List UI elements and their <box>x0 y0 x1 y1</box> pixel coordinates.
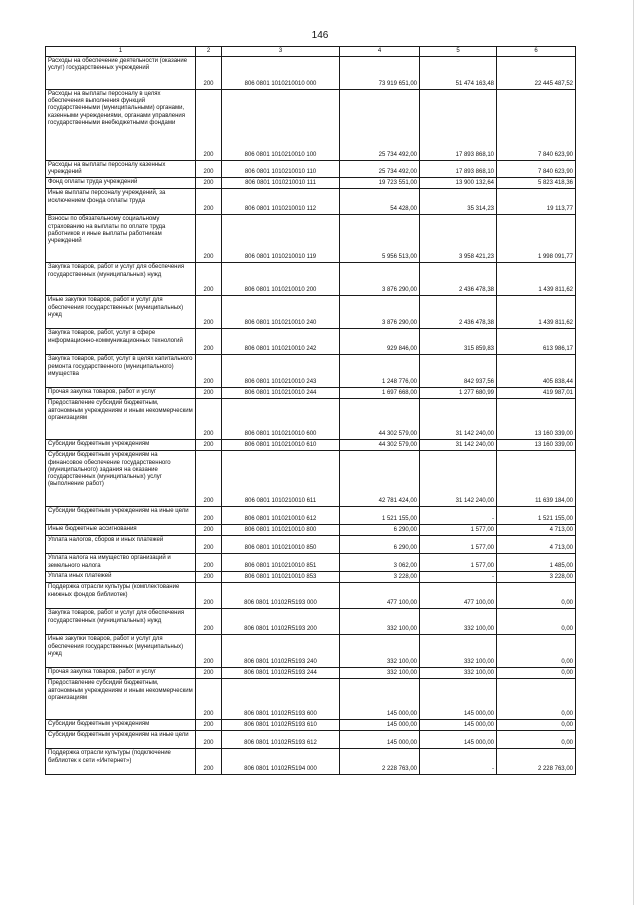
page-number: 146 <box>311 30 329 41</box>
row-label: Поддержка отрасли культуры (комплектование книжных фондов библиотек) <box>46 583 196 609</box>
row-label: Субсидии бюджетным учреждениям <box>46 720 196 731</box>
value-col4: 3 876 290,00 <box>340 263 420 296</box>
table-row <box>46 57 576 90</box>
budget-code: 806 0801 10102R5193 000 <box>222 583 340 609</box>
table-row <box>46 388 576 399</box>
value-col4: 25 734 492,00 <box>340 90 420 161</box>
budget-code: 806 0801 1010210010 110 <box>222 161 340 178</box>
table-row <box>46 731 576 749</box>
value-col6: 419 987,01 <box>497 388 576 399</box>
row-label: Закупка товаров, работ, услуг в целях капитального ремонта государственного (муниципального) имущества <box>46 355 196 388</box>
table-row <box>46 263 576 296</box>
column-header: 4 <box>340 47 420 57</box>
value-col5: 2 436 478,38 <box>420 263 497 296</box>
cell-col2: 200 <box>196 399 222 440</box>
table-row <box>46 161 576 178</box>
value-col6: 4 713,00 <box>497 525 576 536</box>
value-col4: 2 228 763,00 <box>340 749 420 775</box>
cell-col2: 200 <box>196 189 222 215</box>
row-label: Иные выплаты персоналу учреждений, за исключением фонда оплаты труда <box>46 189 196 215</box>
value-col4: 1 521 155,00 <box>340 507 420 525</box>
value-col5: 31 142 240,00 <box>420 399 497 440</box>
value-col5: 145 000,00 <box>420 731 497 749</box>
cell-col2: 200 <box>196 572 222 583</box>
budget-code: 806 0801 1010210010 119 <box>222 215 340 263</box>
row-label: Иные закупки товаров, работ и услуг для обеспечения государственных (муниципальных) нужд <box>46 635 196 668</box>
budget-code: 806 0801 10102R5193 200 <box>222 609 340 635</box>
row-label: Субсидии бюджетным учреждениям на иные цели <box>46 731 196 749</box>
table-row <box>46 189 576 215</box>
value-col5: 1 577,00 <box>420 554 497 572</box>
value-col6: 1 439 811,62 <box>497 263 576 296</box>
value-col4: 42 781 424,00 <box>340 451 420 507</box>
row-label: Субсидии бюджетным учреждениям на финансовое обеспечение государственного (муниципального) задания на оказание государственных (муниципальных) услуг (выполнение работ) <box>46 451 196 507</box>
column-header: 5 <box>420 47 497 57</box>
table-row <box>46 296 576 329</box>
cell-col2: 200 <box>196 263 222 296</box>
scan-edge-line <box>633 0 634 905</box>
value-col5: 1 577,00 <box>420 525 497 536</box>
cell-col2: 200 <box>196 161 222 178</box>
value-col5: 31 142 240,00 <box>420 440 497 451</box>
cell-col2: 200 <box>196 329 222 355</box>
row-label: Прочая закупка товаров, работ и услуг <box>46 388 196 399</box>
cell-col2: 200 <box>196 388 222 399</box>
budget-code: 806 0801 1010210010 853 <box>222 572 340 583</box>
value-col6: 5 823 418,36 <box>497 178 576 189</box>
value-col6: 11 639 184,00 <box>497 451 576 507</box>
value-col6: 0,00 <box>497 668 576 679</box>
cell-col2: 200 <box>196 536 222 554</box>
budget-code: 806 0801 1010210010 200 <box>222 263 340 296</box>
row-label: Взносы по обязательному социальному страхованию на выплаты по оплате труда работников и иные выплаты работникам учреждений <box>46 215 196 263</box>
cell-col2: 200 <box>196 296 222 329</box>
cell-col2: 200 <box>196 583 222 609</box>
value-col4: 44 302 579,00 <box>340 440 420 451</box>
value-col4: 332 100,00 <box>340 609 420 635</box>
row-label: Уплата иных платежей <box>46 572 196 583</box>
row-label: Расходы на обеспечение деятельности (оказание услуг) государственных учреждений <box>46 57 196 90</box>
value-col5: 17 893 868,10 <box>420 90 497 161</box>
budget-code: 806 0801 1010210010 610 <box>222 440 340 451</box>
value-col6: 7 840 623,90 <box>497 90 576 161</box>
value-col4: 6 290,00 <box>340 525 420 536</box>
cell-col2: 200 <box>196 749 222 775</box>
cell-col2: 200 <box>196 525 222 536</box>
table-row <box>46 525 576 536</box>
row-label: Иные бюджетные ассигнования <box>46 525 196 536</box>
value-col4: 1 248 776,00 <box>340 355 420 388</box>
value-col5: 332 100,00 <box>420 609 497 635</box>
value-col6: 1 521 155,00 <box>497 507 576 525</box>
table-row <box>46 668 576 679</box>
value-col4: 3 876 290,00 <box>340 296 420 329</box>
cell-col2: 200 <box>196 668 222 679</box>
value-col4: 145 000,00 <box>340 720 420 731</box>
table-row <box>46 583 576 609</box>
value-col5: - <box>420 749 497 775</box>
row-label: Прочая закупка товаров, работ и услуг <box>46 668 196 679</box>
budget-code: 806 0801 1010210010 800 <box>222 525 340 536</box>
value-col6: 0,00 <box>497 679 576 720</box>
table-row <box>46 440 576 451</box>
budget-code: 806 0801 1010210010 240 <box>222 296 340 329</box>
value-col6: 7 840 623,90 <box>497 161 576 178</box>
table-row <box>46 90 576 161</box>
value-col6: 4 713,00 <box>497 536 576 554</box>
budget-code: 806 0801 1010210010 611 <box>222 451 340 507</box>
cell-col2: 200 <box>196 355 222 388</box>
table-row <box>46 399 576 440</box>
value-col4: 332 100,00 <box>340 668 420 679</box>
value-col5: 1 577,00 <box>420 536 497 554</box>
row-label: Предоставление субсидий бюджетным, автономным учреждениям и иным некоммерческим организациям <box>46 399 196 440</box>
value-col5: 13 900 132,64 <box>420 178 497 189</box>
value-col5: 3 958 421,23 <box>420 215 497 263</box>
value-col5: 332 100,00 <box>420 668 497 679</box>
value-col4: 1 697 668,00 <box>340 388 420 399</box>
table-row <box>46 554 576 572</box>
table-row <box>46 178 576 189</box>
value-col4: 6 290,00 <box>340 536 420 554</box>
cell-col2: 200 <box>196 554 222 572</box>
budget-code: 806 0801 1010210010 242 <box>222 329 340 355</box>
value-col6: 2 228 763,00 <box>497 749 576 775</box>
value-col6: 0,00 <box>497 635 576 668</box>
value-col5: 31 142 240,00 <box>420 451 497 507</box>
value-col6: 0,00 <box>497 583 576 609</box>
table-row <box>46 609 576 635</box>
value-col6: 22 445 487,52 <box>497 57 576 90</box>
budget-code: 806 0801 1010210010 850 <box>222 536 340 554</box>
cell-col2: 200 <box>196 731 222 749</box>
budget-code: 806 0801 10102R5193 244 <box>222 668 340 679</box>
row-label: Расходы на выплаты персоналу в целях обеспечения выполнения функций государственными (муниципальными) органами, казенными учреждениями, органами управления государственными внебюджетными фондами <box>46 90 196 161</box>
table-row <box>46 635 576 668</box>
row-label: Уплата налогов, сборов и иных платежей <box>46 536 196 554</box>
cell-col2: 200 <box>196 215 222 263</box>
row-label: Предоставление субсидий бюджетным, автономным учреждениям и иным некоммерческим организациям <box>46 679 196 720</box>
cell-col2: 200 <box>196 507 222 525</box>
table-row <box>46 679 576 720</box>
cell-col2: 200 <box>196 90 222 161</box>
value-col5: 17 893 868,10 <box>420 161 497 178</box>
budget-table <box>45 46 576 775</box>
row-label: Закупка товаров, работ, услуг в сфере информационно-коммуникационных технологий <box>46 329 196 355</box>
cell-col2: 200 <box>196 178 222 189</box>
budget-code: 806 0801 1010210010 111 <box>222 178 340 189</box>
value-col4: 3 228,00 <box>340 572 420 583</box>
cell-col2: 200 <box>196 720 222 731</box>
cell-col2: 200 <box>196 635 222 668</box>
value-col4: 145 000,00 <box>340 679 420 720</box>
column-header: 3 <box>222 47 340 57</box>
cell-col2: 200 <box>196 609 222 635</box>
value-col6: 1 485,00 <box>497 554 576 572</box>
value-col5: - <box>420 507 497 525</box>
value-col4: 929 846,00 <box>340 329 420 355</box>
budget-code: 806 0801 10102R5193 612 <box>222 731 340 749</box>
value-col4: 73 919 651,00 <box>340 57 420 90</box>
table-row <box>46 536 576 554</box>
cell-col2: 200 <box>196 451 222 507</box>
value-col5: 842 937,56 <box>420 355 497 388</box>
row-label: Уплата налога на имущество организаций и земельного налога <box>46 554 196 572</box>
table-row <box>46 572 576 583</box>
table-row <box>46 355 576 388</box>
row-label: Субсидии бюджетным учреждениям на иные цели <box>46 507 196 525</box>
value-col5: 2 436 478,38 <box>420 296 497 329</box>
column-header: 6 <box>497 47 576 57</box>
table-row <box>46 507 576 525</box>
value-col5: 332 100,00 <box>420 635 497 668</box>
column-header: 1 <box>46 47 196 57</box>
budget-code: 806 0801 10102R5193 240 <box>222 635 340 668</box>
value-col5: 35 314,23 <box>420 189 497 215</box>
budget-code: 806 0801 1010210010 243 <box>222 355 340 388</box>
budget-code: 806 0801 1010210010 244 <box>222 388 340 399</box>
value-col5: 1 277 680,99 <box>420 388 497 399</box>
row-label: Фонд оплаты труда учреждений <box>46 178 196 189</box>
budget-code: 806 0801 1010210010 000 <box>222 57 340 90</box>
row-label: Расходы на выплаты персоналу казенных учреждений <box>46 161 196 178</box>
value-col6: 405 838,44 <box>497 355 576 388</box>
value-col6: 13 160 339,00 <box>497 440 576 451</box>
table-row <box>46 749 576 775</box>
column-header: 2 <box>196 47 222 57</box>
cell-col2: 200 <box>196 679 222 720</box>
value-col4: 477 100,00 <box>340 583 420 609</box>
cell-col2: 200 <box>196 440 222 451</box>
value-col4: 145 000,00 <box>340 731 420 749</box>
value-col5: 51 474 163,48 <box>420 57 497 90</box>
value-col6: 13 160 339,00 <box>497 399 576 440</box>
row-label: Иные закупки товаров, работ и услуг для обеспечения государственных (муниципальных) нужд <box>46 296 196 329</box>
value-col4: 332 100,00 <box>340 635 420 668</box>
budget-code: 806 0801 10102R5193 600 <box>222 679 340 720</box>
value-col5: 145 000,00 <box>420 679 497 720</box>
value-col5: - <box>420 572 497 583</box>
row-label: Закупка товаров, работ и услуг для обеспечения государственных (муниципальных) нужд <box>46 263 196 296</box>
value-col4: 44 302 579,00 <box>340 399 420 440</box>
row-label: Субсидии бюджетным учреждениям <box>46 440 196 451</box>
budget-code: 806 0801 1010210010 112 <box>222 189 340 215</box>
value-col6: 19 113,77 <box>497 189 576 215</box>
value-col4: 25 734 492,00 <box>340 161 420 178</box>
table-row <box>46 215 576 263</box>
budget-code: 806 0801 1010210010 600 <box>222 399 340 440</box>
value-col5: 315 859,83 <box>420 329 497 355</box>
budget-code: 806 0801 1010210010 100 <box>222 90 340 161</box>
value-col6: 0,00 <box>497 731 576 749</box>
value-col6: 3 228,00 <box>497 572 576 583</box>
value-col6: 1 998 091,77 <box>497 215 576 263</box>
table-row <box>46 720 576 731</box>
budget-code: 806 0801 10102R5193 610 <box>222 720 340 731</box>
value-col4: 19 723 551,00 <box>340 178 420 189</box>
table-row <box>46 329 576 355</box>
value-col6: 1 439 811,62 <box>497 296 576 329</box>
budget-code: 806 0801 10102R5194 000 <box>222 749 340 775</box>
value-col4: 5 956 513,00 <box>340 215 420 263</box>
table-row <box>46 451 576 507</box>
row-label: Закупка товаров, работ и услуг для обеспечения государственных (муниципальных) нужд <box>46 609 196 635</box>
budget-code: 806 0801 1010210010 851 <box>222 554 340 572</box>
value-col5: 145 000,00 <box>420 720 497 731</box>
budget-code: 806 0801 1010210010 612 <box>222 507 340 525</box>
column-number-row <box>46 47 576 57</box>
value-col4: 3 062,00 <box>340 554 420 572</box>
row-label: Поддержка отрасли культуры (подключение библиотек к сети «Интернет») <box>46 749 196 775</box>
value-col4: 54 428,00 <box>340 189 420 215</box>
value-col5: 477 100,00 <box>420 583 497 609</box>
value-col6: 0,00 <box>497 720 576 731</box>
cell-col2: 200 <box>196 57 222 90</box>
value-col6: 613 986,17 <box>497 329 576 355</box>
value-col6: 0,00 <box>497 609 576 635</box>
